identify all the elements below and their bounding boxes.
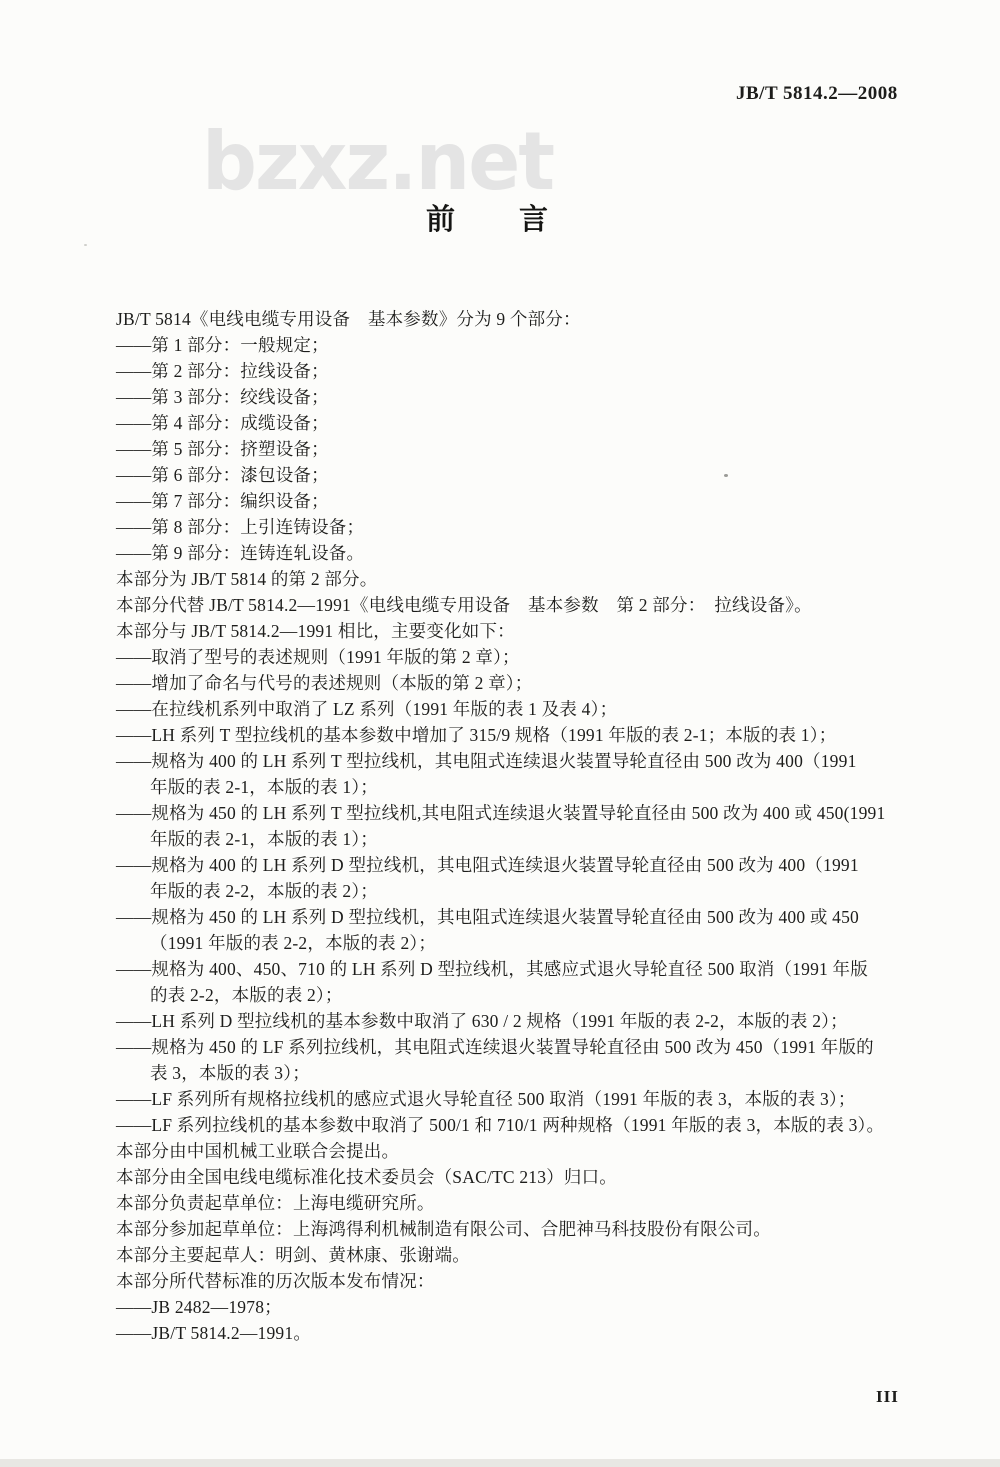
text-line: ——第 3 部分：绞线设备； (116, 387, 329, 407)
text-line: ——规格为 450 的 LF 系列拉线机，其电阻式连续退火装置导轮直径由 500 改为 450（1991 年版的 (116, 1037, 874, 1057)
watermark: bzxz.net (202, 115, 554, 208)
text-line: ——JB 2482—1978； (116, 1297, 282, 1317)
text-line: ——增加了命名与代号的表述规则（本版的第 2 章）； (116, 673, 533, 693)
page-title: 前 言 (426, 204, 551, 236)
text-line: 本部分为 JB/T 5814 的第 2 部分。 (116, 569, 378, 589)
text-line: ——第 1 部分：一般规定； (116, 335, 329, 355)
text-line: 本部分由中国机械工业联合会提出。 (116, 1141, 400, 1161)
text-line: 本部分代替 JB/T 5814.2—1991《电线电缆专用设备 基本参数 第 2 部分： 拉线设备》。 (116, 595, 812, 615)
text-line: 表 3，本版的表 3）； (150, 1063, 310, 1083)
text-line: ——在拉线机系列中取消了 LZ 系列（1991 年版的表 1 及表 4）； (116, 699, 618, 719)
text-line: ——第 9 部分：连铸连轧设备。 (116, 543, 365, 563)
text-line: （1991 年版的表 2-2，本版的表 2）； (150, 933, 437, 953)
text-line: JB/T 5814《电线电缆专用设备 基本参数》分为 9 个部分： (116, 309, 581, 329)
text-line: 本部分负责起草单位：上海电缆研究所。 (116, 1193, 435, 1213)
text-line: ——第 8 部分：上引连铸设备； (116, 517, 365, 537)
text-line: ——LF 系列拉线机的基本参数中取消了 500/1 和 710/1 两种规格（1991 年版的表 3，本版的表 3）。 (116, 1115, 885, 1135)
text-line: 年版的表 2-1，本版的表 1）； (150, 777, 378, 797)
text-line: ——LH 系列 D 型拉线机的基本参数中取消了 630 / 2 规格（1991 年版的表 2-2，本版的表 2）； (116, 1011, 848, 1031)
text-line: ——规格为 400 的 LH 系列 T 型拉线机，其电阻式连续退火装置导轮直径由 500 改为 400（1991 (116, 751, 857, 771)
text-line: ——第 5 部分：挤塑设备； (116, 439, 329, 459)
standard-code: JB/T 5814.2—2008 (736, 83, 898, 104)
text-line: ——取消了型号的表述规则（1991 年版的第 2 章）； (116, 647, 520, 667)
text-line: ——LF 系列所有规格拉线机的感应式退火导轮直径 500 取消（1991 年版的表 3，本版的表 3）； (116, 1089, 856, 1109)
scan-speck (724, 474, 728, 477)
text-line: 年版的表 2-1，本版的表 1）； (150, 829, 378, 849)
text-line: ——第 4 部分：成缆设备； (116, 413, 329, 433)
text-line: ——JB/T 5814.2—1991。 (116, 1323, 312, 1343)
text-line: 本部分参加起草单位：上海鸿得利机械制造有限公司、合肥神马科技股份有限公司。 (116, 1219, 771, 1239)
text-line: ——规格为 400 的 LH 系列 D 型拉线机，其电阻式连续退火装置导轮直径由 500 改为 400（1991 (116, 855, 859, 875)
text-line: ——第 2 部分：拉线设备； (116, 361, 329, 381)
text-line: ——规格为 450 的 LH 系列 T 型拉线机,其电阻式连续退火装置导轮直径由 500 改为 400 或 450(1991 (116, 803, 886, 823)
page-number: III (876, 1387, 899, 1406)
text-line: 本部分所代替标准的历次版本发布情况： (116, 1271, 435, 1291)
page-bottom-edge (0, 1459, 1000, 1467)
text-line: 本部分与 JB/T 5814.2—1991 相比，主要变化如下： (116, 621, 515, 641)
text-line: ——第 6 部分：漆包设备； (116, 465, 329, 485)
text-line: ——规格为 400、450、710 的 LH 系列 D 型拉线机，其感应式退火导轮直径 500 取消（1991 年版 (116, 959, 868, 979)
text-line: ——规格为 450 的 LH 系列 D 型拉线机，其电阻式连续退火装置导轮直径由 500 改为 400 或 450 (116, 907, 859, 927)
foreword-lines (116, 306, 926, 1346)
text-line: 的表 2-2，本版的表 2）； (150, 985, 343, 1005)
text-line: 年版的表 2-2，本版的表 2）； (150, 881, 378, 901)
text-line: ——LH 系列 T 型拉线机的基本参数中增加了 315/9 规格（1991 年版的表 2-1；本版的表 1）； (116, 725, 837, 745)
text-line: ——第 7 部分：编织设备； (116, 491, 329, 511)
text-line: 本部分由全国电线电缆标准化技术委员会（SAC/TC 213）归口。 (116, 1167, 617, 1187)
text-line: 本部分主要起草人：明剑、黄林康、张谢端。 (116, 1245, 470, 1265)
scan-speck (84, 244, 87, 246)
